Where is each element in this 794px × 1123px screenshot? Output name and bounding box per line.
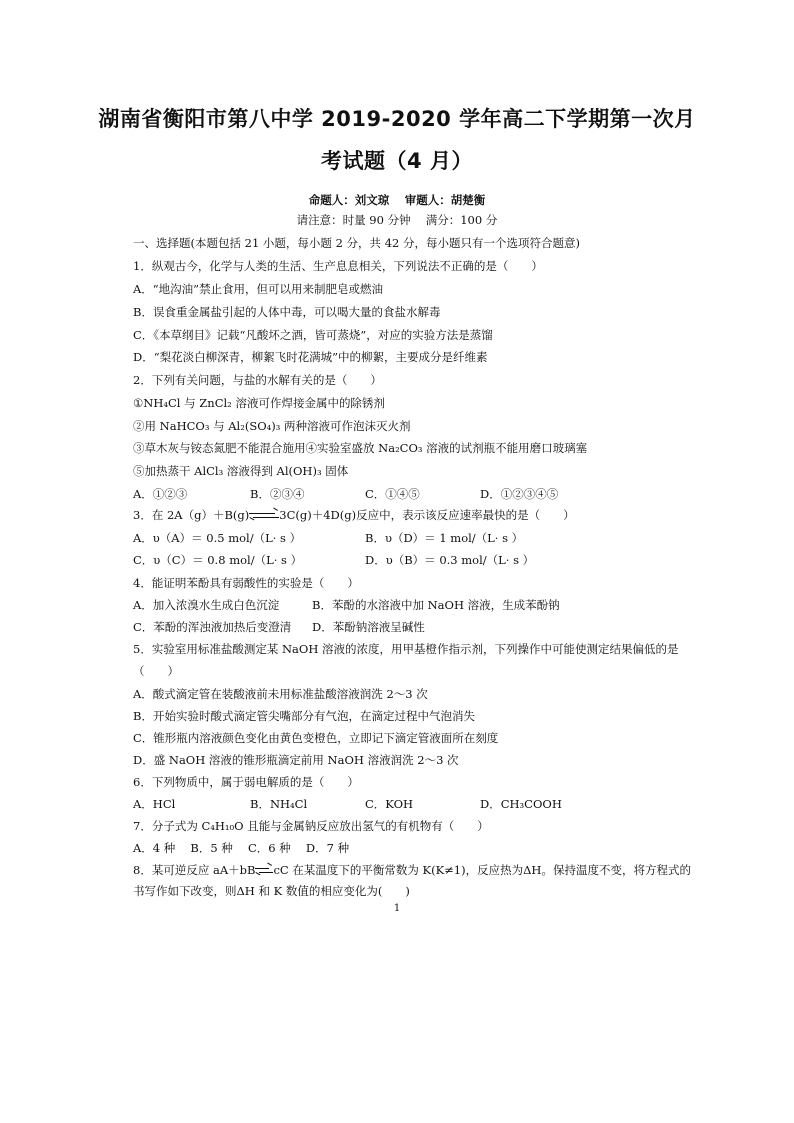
- exam-title-line1: 湖南省衡阳市第八中学 2019-2020 学年高二下学期第一次月: [98, 107, 696, 131]
- page-number: 1: [393, 903, 401, 914]
- question-2-statement-3-4: ③草木灰与铵态氮肥不能混合施用④实验室盛放 Na₂CO₃ 溶液的试剂瓶不能用磨口玻璃塞: [133, 441, 588, 455]
- question-6-option-d: D．CH₃COOH: [480, 797, 562, 811]
- question-2-statement-1: ①NH₄Cl 与 ZnCl₂ 溶液可作焊接金属中的除锈剂: [133, 396, 385, 410]
- question-8-stem-part1: 8．某可逆反应 aA＋bB: [133, 863, 256, 877]
- question-5-stem: 5．实验室用标准盐酸测定某 NaOH 溶液的浓度，用甲基橙作指示剂，下列操作中可能使测定结果偏低的是: [133, 642, 679, 656]
- question-6-option-a: A．HCl: [133, 797, 176, 811]
- question-3-option-b: B．υ（D）＝ 1 mol/（L· s ）: [365, 531, 524, 545]
- question-5-stem-bracket: （ ）: [133, 664, 179, 678]
- question-6-option-c: C．KOH: [365, 797, 414, 811]
- question-2-statement-2: ②用 NaHCO₃ 与 Al₂(SO₄)₃ 两种溶液可作泡沫灭火剂: [133, 419, 411, 433]
- question-3-option-a: A．υ（A）＝ 0.5 mol/（L· s ）: [133, 531, 302, 545]
- section-heading: 一、选择题(本题包括 21 小题，每小题 2 分，共 42 分，每小题只有一个选项符合题意): [133, 236, 580, 250]
- question-7-options: A．4 种 B．5 种 C．6 种 D．7 种: [133, 841, 350, 855]
- question-5-option-b: B．开始实验时酸式滴定管尖嘴部分有气泡，在滴定过程中气泡消失: [133, 709, 475, 723]
- question-6-option-b: B．NH₄Cl: [250, 797, 308, 811]
- question-3-stem: [133, 508, 575, 522]
- question-6-stem: 6．下列物质中，属于弱电解质的是（ ）: [133, 775, 359, 789]
- question-4-option-c: C．苯酚的浑浊液加热后变澄清: [133, 620, 292, 634]
- question-1-option-b: B．误食重金属盐引起的人体中毒，可以喝大量的食盐水解毒: [133, 305, 441, 319]
- question-4-option-a: A．加入浓溴水生成白色沉淀: [133, 598, 280, 612]
- exam-notice: 请注意：时量 90 分钟 满分：100 分: [296, 213, 498, 227]
- question-5-option-a: A．酸式滴定管在装酸液前未用标准盐酸溶液润洗 2～3 次: [133, 687, 428, 701]
- question-3-stem-part2: 3C(g)＋4D(g)反应中，表示该反应速率最快的是（ ）: [279, 508, 575, 522]
- question-2-option-b: B．②③④: [250, 487, 305, 501]
- question-7-stem: 7．分子式为 C₄H₁₀O 且能与金属钠反应放出氢气的有机物有（ ）: [133, 819, 489, 833]
- question-3-stem-part1: 3．在 2A（g）＋B(g): [133, 508, 250, 522]
- question-2-statement-5: ⑤加热蒸干 AlCl₃ 溶液得到 Al(OH)₃ 固体: [133, 464, 349, 478]
- question-3-option-c: C．υ（C）＝ 0.8 mol/（L· s ）: [133, 553, 303, 567]
- question-8-stem-line2: 书写作如下改变，则ΔH 和 K 数值的相应变化为( ): [133, 884, 410, 898]
- equilibrium-arrow-icon: [249, 511, 279, 521]
- question-1-option-a: A．“地沟油”禁止食用，但可以用来制肥皂或燃油: [133, 282, 384, 296]
- question-1-option-d: D．“梨花淡白柳深青，柳絮飞时花满城”中的柳絮，主要成分是纤维素: [133, 350, 488, 364]
- question-3-option-d: D．υ（B）＝ 0.3 mol/（L· s ）: [365, 553, 535, 567]
- question-8-stem: [133, 863, 691, 877]
- equilibrium-arrow-icon: [255, 866, 273, 876]
- question-2-stem: 2．下列有关问题，与盐的水解有关的是（ ）: [133, 373, 382, 387]
- question-1-stem: 1．纵观古今，化学与人类的生活、生产息息相关，下列说法不正确的是（ ）: [133, 259, 543, 273]
- question-2-option-a: A．①②③: [133, 487, 188, 501]
- question-5-option-c: C．锥形瓶内溶液颜色变化由黄色变橙色，立即记下滴定管液面所在刻度: [133, 731, 499, 745]
- question-5-option-d: D．盛 NaOH 溶液的锥形瓶滴定前用 NaOH 溶液润洗 2～3 次: [133, 753, 459, 767]
- question-2-option-d: D．①②③④⑤: [480, 487, 559, 501]
- question-8-stem-part2: cC 在某温度下的平衡常数为 K(K≠1)，反应热为ΔH。保持温度不变，将方程式的: [273, 863, 691, 877]
- question-4-option-b: B．苯酚的水溶液中加 NaOH 溶液，生成苯酚钠: [312, 598, 560, 612]
- question-4-stem: 4．能证明苯酚具有弱酸性的实验是（ ）: [133, 576, 359, 590]
- question-1-option-c: C．《本草纲目》记载“凡酸坏之酒，皆可蒸烧”，对应的实验方法是蒸馏: [133, 328, 493, 342]
- question-2-option-c: C．①④⑤: [365, 487, 420, 501]
- exam-authors: 命题人：刘文琼 审题人：胡楚衡: [308, 193, 486, 207]
- question-4-option-d: D．苯酚钠溶液呈碱性: [312, 620, 425, 634]
- exam-title-line2: 考试题（4 月）: [321, 149, 473, 173]
